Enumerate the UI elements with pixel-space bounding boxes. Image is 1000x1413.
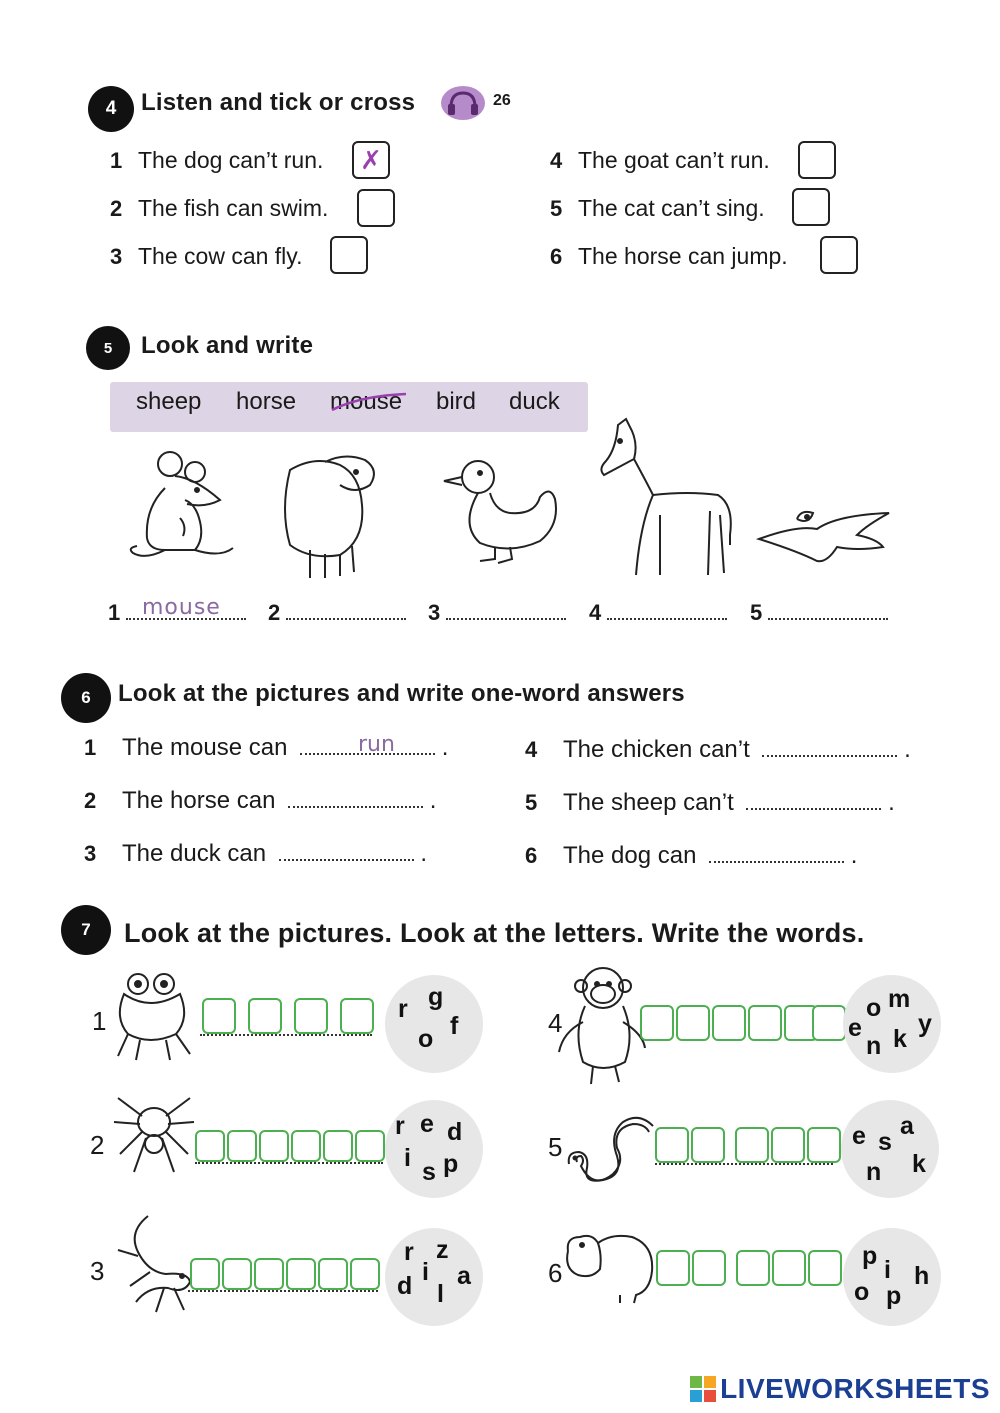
answer-line[interactable] — [762, 735, 897, 757]
scrambled-letter: g — [428, 983, 444, 1011]
item-text: The dog can’t run. — [138, 147, 324, 173]
letter-box[interactable] — [771, 1127, 805, 1163]
word-bank-word: mouse — [330, 388, 403, 415]
s4-item-4 — [550, 147, 770, 174]
letter-box[interactable] — [291, 1130, 321, 1162]
scrambled-letter: s — [878, 1128, 892, 1156]
letter-box[interactable] — [190, 1258, 220, 1290]
scrambled-letter: z — [436, 1236, 449, 1264]
letter-box[interactable] — [294, 998, 328, 1034]
letter-box[interactable] — [202, 998, 236, 1034]
answer-number: 4 — [589, 600, 602, 625]
s7-item-number: 5 — [548, 1132, 563, 1162]
letter-box[interactable] — [691, 1127, 725, 1163]
strike-mark — [330, 392, 408, 414]
scrambled-letter: r — [404, 1238, 414, 1266]
scrambled-letter: k — [893, 1025, 907, 1053]
answer-number: 3 — [428, 600, 441, 625]
scrambled-letter: r — [398, 995, 408, 1023]
spider-icon — [112, 1092, 197, 1177]
s7-item-number: 2 — [90, 1130, 105, 1160]
scrambled-letter: a — [900, 1112, 914, 1140]
section-4-title: Listen and tick or cross — [141, 89, 416, 116]
answer-number: 2 — [268, 600, 281, 625]
s5-answer-3 — [428, 598, 566, 626]
letter-box[interactable] — [195, 1130, 225, 1162]
letter-box[interactable] — [808, 1250, 842, 1286]
answer-line — [655, 1163, 833, 1165]
answer-line[interactable] — [279, 839, 414, 861]
tick-box-6[interactable] — [820, 236, 858, 274]
answer-line[interactable] — [709, 841, 844, 863]
item-text: The cat can’t sing. — [578, 195, 765, 221]
s5-answer-1-value[interactable]: mouse — [142, 595, 221, 620]
scrambled-letter: n — [866, 1158, 882, 1186]
item-text: The horse can jump. — [578, 243, 788, 269]
section-7-badge: 7 — [61, 905, 111, 955]
item-number: 2 — [84, 788, 97, 813]
s7-item-number: 1 — [92, 1006, 107, 1036]
section-5-title: Look and write — [141, 332, 314, 359]
tick-box-5[interactable] — [792, 188, 830, 226]
monkey-icon — [553, 962, 648, 1087]
item-number: 1 — [110, 148, 123, 173]
item-number: 3 — [84, 841, 97, 866]
item-text: The sheep can’t — [563, 789, 734, 816]
s7-item-number: 4 — [548, 1008, 563, 1038]
letter-box[interactable] — [222, 1258, 252, 1290]
scrambled-letter: m — [888, 985, 911, 1013]
scrambled-letter: f — [450, 1012, 459, 1040]
item-number: 5 — [525, 790, 538, 815]
scrambled-letter: e — [848, 1014, 862, 1042]
s6-item-2: 2 The horse can . — [84, 787, 437, 814]
word-bank-word: bird — [436, 388, 477, 415]
item-text: The chicken can’t — [563, 736, 750, 763]
s6-item-3: 3 The duck can . — [84, 840, 428, 867]
s4-item-5 — [550, 195, 765, 222]
s4-item-3 — [110, 243, 302, 270]
logo-icon — [690, 1376, 716, 1402]
letter-box[interactable] — [812, 1005, 846, 1041]
item-text: The fish can swim. — [138, 195, 329, 221]
item-text: The duck can — [122, 840, 267, 867]
mouse-icon — [125, 448, 240, 573]
answer-line[interactable] — [746, 788, 881, 810]
item-number: 6 — [525, 843, 538, 868]
word-bank-word: sheep — [136, 388, 202, 415]
letter-box[interactable] — [692, 1250, 726, 1286]
answer-line[interactable] — [288, 786, 423, 808]
answer-line[interactable] — [286, 598, 406, 620]
scrambled-letter: p — [862, 1242, 878, 1270]
section-5-badge: 5 — [86, 326, 130, 370]
item-number: 5 — [550, 196, 563, 221]
letter-box[interactable] — [640, 1005, 674, 1041]
scrambled-letter: l — [437, 1280, 444, 1308]
s5-answer-2 — [268, 598, 406, 626]
hippo-icon — [562, 1225, 657, 1305]
tick-box-3[interactable] — [330, 236, 368, 274]
letter-box[interactable] — [248, 998, 282, 1034]
word-bank-word: horse — [236, 388, 297, 415]
answer-line[interactable] — [446, 598, 566, 620]
scrambled-letter: o — [418, 1025, 434, 1053]
scrambled-letter: p — [443, 1150, 459, 1178]
item-number: 3 — [110, 244, 123, 269]
letter-box[interactable] — [254, 1258, 284, 1290]
letter-box[interactable] — [655, 1127, 689, 1163]
item-text: The goat can’t run. — [578, 147, 770, 173]
scrambled-letter: p — [886, 1282, 902, 1310]
scrambled-letter: y — [918, 1010, 932, 1038]
section-7-title: Look at the pictures. Look at the letters. Write the words. — [124, 918, 865, 948]
item-number: 4 — [525, 737, 538, 762]
s4-item-2 — [110, 195, 328, 222]
answer-number: 1 — [108, 600, 121, 625]
scrambled-letter: d — [447, 1118, 463, 1146]
s5-answer-4 — [589, 598, 727, 626]
letter-box[interactable] — [712, 1005, 746, 1041]
scrambled-letter: o — [854, 1278, 870, 1306]
s6-item-1: 1 The mouse can . — [84, 734, 449, 761]
letter-box[interactable] — [323, 1130, 353, 1162]
s6-item-4: 4 The chicken can’t . — [525, 736, 911, 763]
scrambled-letter: h — [914, 1262, 930, 1290]
s7-item-number: 3 — [90, 1256, 105, 1286]
s4-item-6 — [550, 243, 788, 270]
item-text: The mouse can — [122, 734, 288, 761]
letter-box[interactable] — [748, 1005, 782, 1041]
section-6-badge: 6 — [61, 673, 111, 723]
answer-line — [200, 1034, 372, 1036]
tick-box-1[interactable]: ✗ — [352, 141, 390, 179]
letter-box[interactable] — [807, 1127, 841, 1163]
s5-answer-5 — [750, 598, 888, 626]
item-text: The cow can fly. — [138, 243, 303, 269]
scrambled-letter: k — [912, 1150, 926, 1178]
scrambled-letter: i — [884, 1256, 891, 1284]
track-number: 26 — [493, 92, 511, 109]
scrambled-letter: s — [422, 1158, 436, 1186]
duck-icon — [440, 455, 565, 567]
snake-icon — [563, 1108, 658, 1188]
section-4-badge: 4 — [88, 86, 134, 132]
letter-box[interactable] — [318, 1258, 348, 1290]
scrambled-letter: e — [420, 1110, 434, 1138]
scrambled-letter: a — [457, 1262, 471, 1290]
item-text: The dog can — [563, 842, 697, 869]
item-number: 6 — [550, 244, 563, 269]
s7-item-number: 6 — [548, 1258, 563, 1288]
liveworksheets-logo[interactable] — [690, 1373, 990, 1405]
s4-item-1 — [110, 147, 323, 174]
scrambled-letter: i — [404, 1144, 411, 1172]
sheep-icon — [270, 450, 385, 580]
bird-icon — [757, 495, 897, 565]
scrambled-letter: n — [866, 1032, 882, 1060]
answer-line[interactable] — [607, 598, 727, 620]
answer-line[interactable] — [768, 598, 888, 620]
letter-box[interactable] — [656, 1250, 690, 1286]
letter-box[interactable] — [286, 1258, 316, 1290]
frog-icon — [110, 968, 195, 1063]
horse-icon — [598, 415, 738, 580]
letter-box[interactable] — [340, 998, 374, 1034]
answer-number: 5 — [750, 600, 763, 625]
answer-line — [195, 1162, 383, 1164]
s6-item-5: 5 The sheep can’t . — [525, 789, 895, 816]
item-number: 4 — [550, 148, 563, 173]
word-bank-word: duck — [509, 388, 560, 415]
answer-line — [188, 1290, 378, 1292]
lizard-icon — [108, 1212, 194, 1317]
tick-box-4[interactable] — [798, 141, 836, 179]
s6-item-6: 6 The dog can . — [525, 842, 858, 869]
letter-box[interactable] — [676, 1005, 710, 1041]
item-number: 1 — [84, 735, 97, 760]
scrambled-letter: o — [866, 994, 882, 1022]
letter-box[interactable] — [350, 1258, 380, 1290]
item-text: The horse can — [122, 787, 276, 814]
letter-box[interactable] — [259, 1130, 289, 1162]
s6-answer-1[interactable]: run — [358, 732, 395, 757]
scrambled-letter: d — [397, 1272, 413, 1300]
scrambled-letter: e — [852, 1122, 866, 1150]
letter-box[interactable] — [227, 1130, 257, 1162]
item-number: 2 — [110, 196, 123, 221]
section-6-title: Look at the pictures and write one-word answers — [118, 680, 685, 707]
letter-box[interactable] — [735, 1127, 769, 1163]
brand-name: LIVEWORKSHEETS — [720, 1373, 990, 1404]
headphones-icon — [440, 85, 486, 121]
scrambled-letter: i — [422, 1258, 429, 1286]
scrambled-letter: r — [395, 1112, 405, 1140]
letter-box[interactable] — [355, 1130, 385, 1162]
letter-box[interactable] — [772, 1250, 806, 1286]
tick-box-2[interactable] — [357, 189, 395, 227]
letter-box[interactable] — [736, 1250, 770, 1286]
